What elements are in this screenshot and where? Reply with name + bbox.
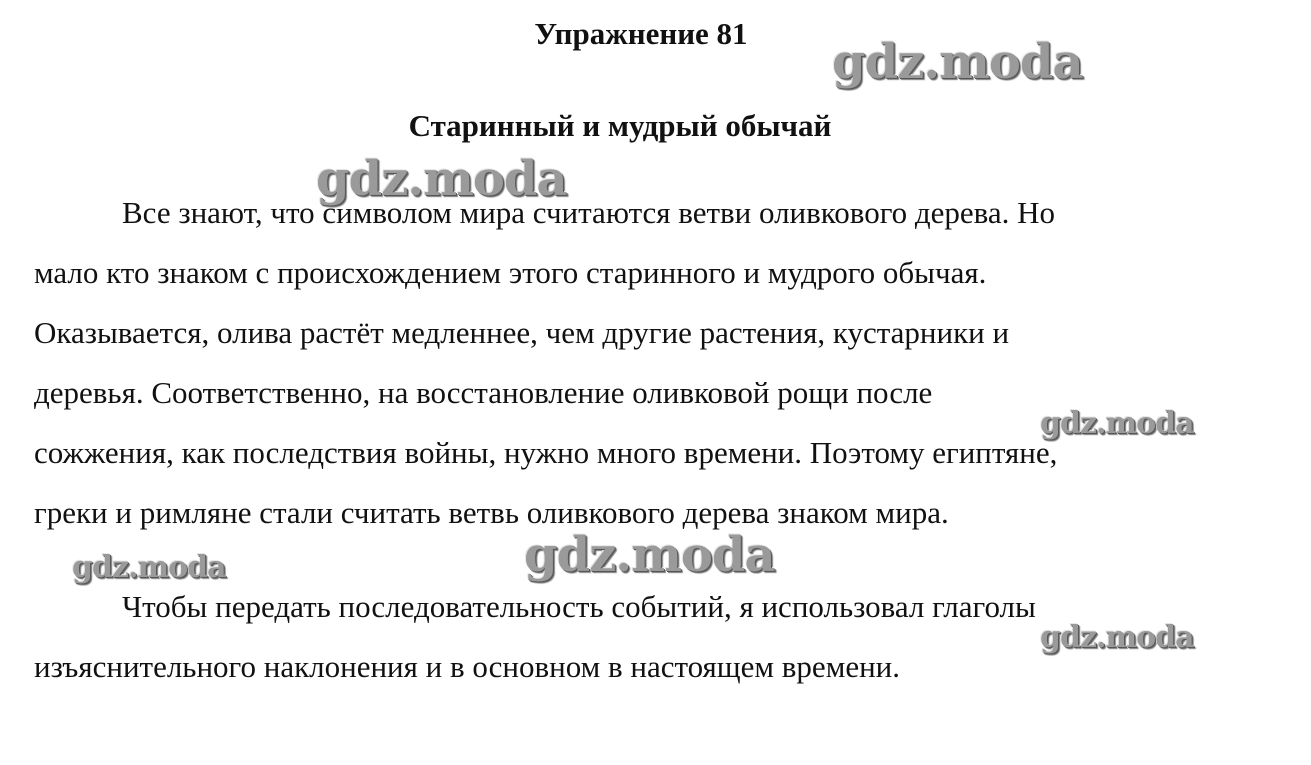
- watermark: gdz.moda: [72, 550, 226, 585]
- paragraph-line: мало кто знаком с происхождением этого старинного и мудрого обычая.: [34, 255, 987, 290]
- watermark: gdz.moda: [832, 34, 1083, 90]
- paragraph-line: деревья. Соответственно, на восстановление оливковой рощи после: [34, 375, 933, 410]
- watermark: gdz.moda: [1040, 406, 1194, 441]
- watermark: gdz.moda: [1040, 620, 1194, 655]
- paragraph-line: сожжения, как последствия войны, нужно много времени. Поэтому египтяне,: [34, 435, 1058, 470]
- paragraph-line: Оказывается, олива растёт медленнее, чем другие растения, кустарники и: [34, 315, 1010, 350]
- paragraph-line: Чтобы передать последовательность событий, я использовал глаголы: [122, 589, 1036, 624]
- paragraph-main-text: [34, 183, 1234, 543]
- exercise-title: Упражнение 81: [534, 16, 748, 51]
- text-heading: Старинный и мудрый обычай: [408, 108, 832, 143]
- watermark: gdz.moda: [316, 151, 567, 207]
- paragraph-line: Все знают, что символом мира считаются ветви оливкового дерева. Но: [122, 195, 1056, 230]
- paragraph-line: изъяснительного наклонения и в основном в настоящем времени.: [34, 649, 901, 684]
- watermark: gdz.moda: [524, 527, 775, 583]
- paragraph-explanation: [34, 577, 1234, 697]
- paragraph-line: греки и римляне стали считать ветвь оливкового дерева знаком мира.: [34, 495, 949, 530]
